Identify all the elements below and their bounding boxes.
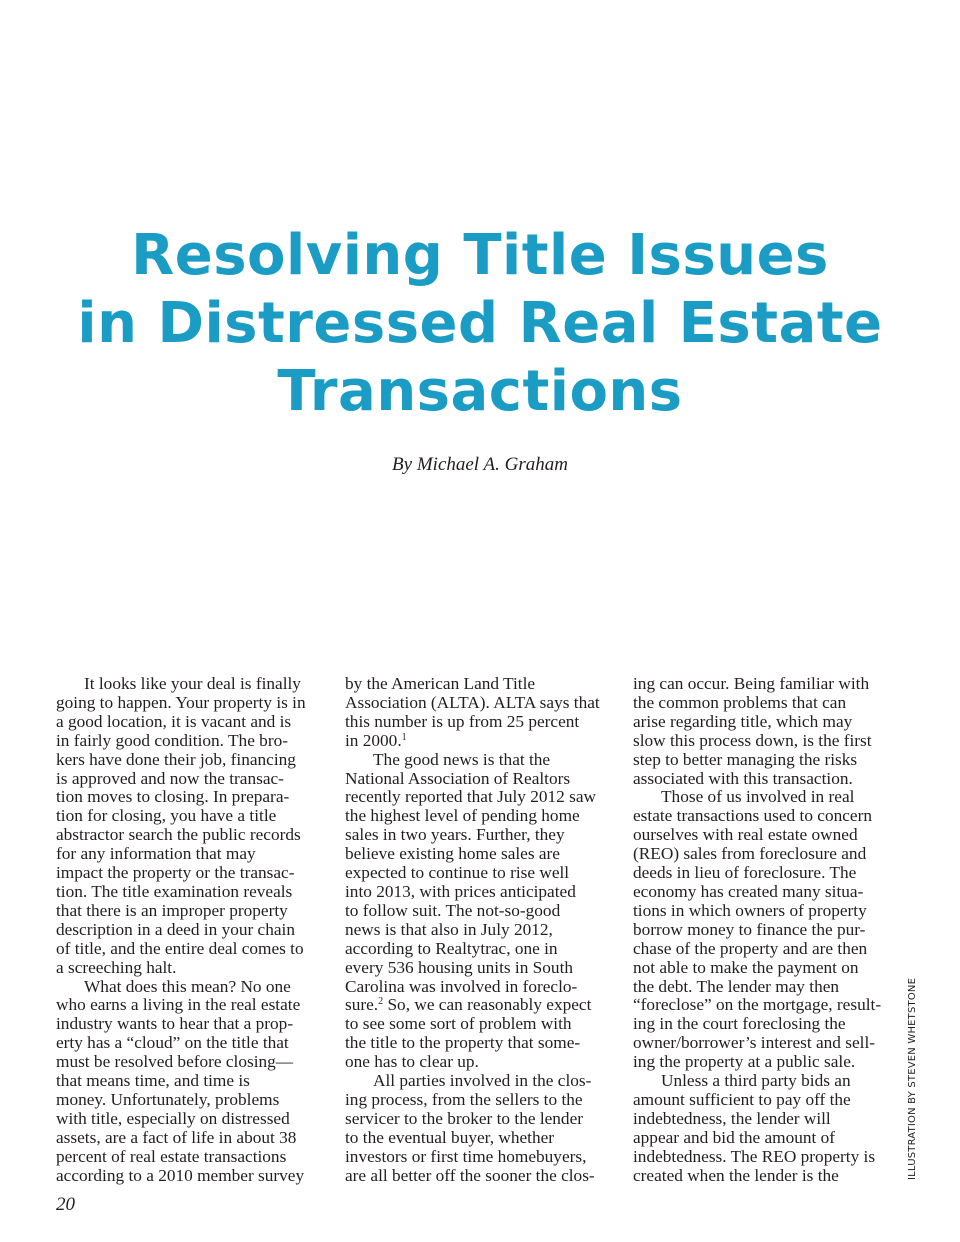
body-line-text: owner/borrower’s interest and sell- — [633, 1033, 876, 1053]
body-line-text: to see some sort of problem with — [345, 1014, 572, 1034]
body-line — [56, 1148, 330, 1167]
title-line-3: Transactions — [277, 359, 683, 424]
body-line-text: ing the property at a public sale. — [633, 1052, 856, 1072]
body-line-text: according to Realtytrac, one in — [345, 938, 558, 958]
body-line — [56, 770, 330, 789]
body-line — [633, 959, 907, 978]
body-line-text: amount sufficient to pay off the — [633, 1089, 851, 1109]
body-line — [56, 1072, 330, 1091]
body-line-text: expected to continue to rise well — [345, 863, 570, 883]
body-line-text: economy has created many situa- — [633, 881, 864, 901]
body-line-text: tions in which owners of property — [633, 900, 867, 920]
body-line — [633, 921, 907, 940]
body-line — [56, 996, 330, 1015]
body-line-text: ing can occur. Being familiar with — [633, 674, 870, 693]
body-line-text: created when the lender is the — [633, 1165, 839, 1185]
body-line — [56, 902, 330, 921]
body-line — [56, 921, 330, 940]
body-line-text: National Association of Realtors — [345, 768, 571, 788]
page-number: 20 — [56, 1194, 75, 1215]
body-line — [345, 996, 619, 1015]
body-line-text: that means time, and time is — [56, 1071, 250, 1091]
body-line-text: in 2000. — [345, 730, 402, 750]
body-line — [345, 1034, 619, 1053]
body-line — [345, 788, 619, 807]
body-line-text: the common problems that can — [633, 692, 847, 712]
body-line — [633, 788, 907, 807]
body-line — [345, 1148, 619, 1167]
body-line — [345, 1167, 619, 1186]
body-line — [345, 1072, 619, 1091]
body-line-text: to the eventual buyer, whether — [345, 1127, 555, 1147]
text-column-2 — [345, 675, 619, 1185]
body-line-text: the highest level of pending home — [345, 806, 580, 826]
body-line — [345, 978, 619, 997]
body-line — [56, 694, 330, 713]
body-line — [633, 826, 907, 845]
body-line — [345, 1091, 619, 1110]
body-line — [633, 1053, 907, 1072]
body-line-text: a screeching halt. — [56, 957, 177, 977]
body-line — [633, 940, 907, 959]
body-line-text: by the American Land Title — [345, 674, 536, 693]
body-line — [345, 675, 619, 694]
body-line — [345, 959, 619, 978]
body-line — [633, 1034, 907, 1053]
body-line-text: according to a 2010 member survey — [56, 1165, 305, 1185]
body-line-text: sure. — [345, 995, 379, 1015]
body-line — [56, 940, 330, 959]
body-line — [633, 675, 907, 694]
body-line — [633, 883, 907, 902]
body-line — [345, 902, 619, 921]
body-line-text: every 536 housing units in South — [345, 957, 574, 977]
body-line — [56, 713, 330, 732]
body-line-text: kers have done their job, financing — [56, 749, 296, 769]
body-line-text: this number is up from 25 percent — [345, 711, 580, 731]
body-line — [345, 694, 619, 713]
title-line-2: in Distressed Real Estate — [77, 291, 883, 356]
body-line-text: news is that also in July 2012, — [345, 919, 553, 939]
body-line — [633, 1148, 907, 1167]
body-line — [56, 1015, 330, 1034]
body-line — [345, 1129, 619, 1148]
body-line — [56, 1034, 330, 1053]
body-line — [345, 826, 619, 845]
body-line-text: that there is an improper property — [56, 900, 288, 920]
body-line-text: “foreclose” on the mortgage, result- — [633, 995, 882, 1015]
body-line-text: tion. The title examination reveals — [56, 881, 293, 901]
body-line — [633, 732, 907, 751]
byline: By Michael A. Graham — [392, 454, 568, 475]
body-line-text: appear and bid the amount of — [633, 1127, 836, 1147]
body-line — [56, 1129, 330, 1148]
text-column-1 — [56, 675, 330, 1185]
body-line-text: for any information that may — [56, 844, 256, 864]
body-line — [633, 770, 907, 789]
body-line-text: impact the property or the transac- — [56, 863, 295, 883]
body-line — [633, 1072, 907, 1091]
body-line-text: investors or first time homebuyers, — [345, 1146, 587, 1166]
body-line — [56, 751, 330, 770]
body-line-text: sales in two years. Further, they — [345, 825, 565, 845]
body-line-text: The good news is that the — [373, 749, 551, 769]
body-line — [345, 883, 619, 902]
body-line — [56, 807, 330, 826]
body-line — [633, 1110, 907, 1129]
body-line — [345, 713, 619, 732]
body-line — [633, 978, 907, 997]
body-line-text: of title, and the entire deal comes to — [56, 938, 304, 958]
body-line-text: going to happen. Your property is in — [56, 692, 306, 712]
body-line — [56, 864, 330, 883]
body-line — [345, 921, 619, 940]
body-line-text: ing in the court foreclosing the — [633, 1014, 846, 1034]
title-line-1: Resolving Title Issues — [131, 223, 829, 288]
body-line — [633, 1091, 907, 1110]
body-line-text: Unless a third party bids an — [661, 1071, 851, 1091]
body-line-text: indebtedness, the lender will — [633, 1108, 831, 1128]
illustration-credit: ILLUSTRATION BY STEVEN WHETSTONE — [907, 977, 918, 1180]
body-line-text: is approved and now the transac- — [56, 768, 284, 788]
body-line-text: All parties involved in the clos- — [373, 1071, 592, 1091]
body-line-text: with title, especially on distressed — [56, 1108, 290, 1128]
body-line — [56, 1091, 330, 1110]
body-line-text: not able to make the payment on — [633, 957, 859, 977]
body-line-text: are all better off the sooner the clos- — [345, 1165, 595, 1185]
body-line — [633, 694, 907, 713]
body-line-text: Carolina was involved in foreclo- — [345, 976, 578, 996]
body-line-text: associated with this transaction. — [633, 768, 853, 788]
body-line — [56, 788, 330, 807]
body-line — [345, 864, 619, 883]
body-line — [345, 1015, 619, 1034]
body-line — [633, 996, 907, 1015]
body-line-text: abstractor search the public records — [56, 825, 301, 845]
body-line-text: Those of us involved in real — [661, 787, 855, 807]
body-line — [633, 713, 907, 732]
body-line — [633, 845, 907, 864]
body-line-text: into 2013, with prices anticipated — [345, 881, 576, 901]
body-line — [345, 732, 619, 751]
body-line-text: the debt. The lender may then — [633, 976, 840, 996]
body-line — [633, 1129, 907, 1148]
body-line — [345, 845, 619, 864]
footnote-marker: 1 — [401, 731, 407, 743]
body-line — [56, 978, 330, 997]
body-line — [345, 1110, 619, 1129]
body-line-text: deeds in lieu of foreclosure. The — [633, 863, 857, 883]
body-line-text: the title to the property that some- — [345, 1033, 581, 1053]
body-line-text-continued: So, we can reasonably expect — [383, 995, 592, 1015]
body-line-text: one has to clear up. — [345, 1052, 479, 1072]
body-line-text: estate transactions used to concern — [633, 806, 872, 826]
body-line-text: What does this mean? No one — [84, 976, 291, 996]
body-line-text: step to better managing the risks — [633, 749, 858, 769]
body-line-text: (REO) sales from foreclosure and — [633, 844, 867, 864]
body-line — [345, 770, 619, 789]
article-title — [0, 222, 960, 426]
body-line-text: Association (ALTA). ALTA says that — [345, 692, 600, 712]
body-line-text: a good location, it is vacant and is — [56, 711, 292, 731]
body-line — [56, 732, 330, 751]
body-line-text: description in a deed in your chain — [56, 919, 295, 939]
body-line — [56, 959, 330, 978]
body-line-text: arise regarding title, which may — [633, 711, 853, 731]
body-line-text: recently reported that July 2012 saw — [345, 787, 596, 807]
body-line — [345, 751, 619, 770]
body-line — [633, 807, 907, 826]
body-line-text: believe existing home sales are — [345, 844, 560, 864]
body-line — [56, 883, 330, 902]
body-line — [633, 864, 907, 883]
body-line-text: borrow money to finance the pur- — [633, 919, 866, 939]
body-line-text: ourselves with real estate owned — [633, 825, 858, 845]
body-line-text: industry wants to hear that a prop- — [56, 1014, 294, 1034]
body-line-text: percent of real estate transactions — [56, 1146, 287, 1166]
body-line-text: who earns a living in the real estate — [56, 995, 301, 1015]
body-line-text: assets, are a fact of life in about 38 — [56, 1127, 297, 1147]
body-line-text: in fairly good condition. The bro- — [56, 730, 288, 750]
body-line — [345, 940, 619, 959]
body-line-text: tion for closing, you have a title — [56, 806, 277, 826]
body-line — [633, 751, 907, 770]
body-line — [56, 826, 330, 845]
body-line-text: erty has a “cloud” on the title that — [56, 1033, 289, 1053]
body-line — [345, 807, 619, 826]
body-line — [56, 1053, 330, 1072]
body-line-text: chase of the property and are then — [633, 938, 868, 958]
body-line — [633, 1015, 907, 1034]
body-line — [56, 1167, 330, 1186]
body-line-text: servicer to the broker to the lender — [345, 1108, 583, 1128]
body-line-text: money. Unfortunately, problems — [56, 1089, 280, 1109]
body-line — [633, 902, 907, 921]
body-line-text: It looks like your deal is finally — [84, 674, 301, 693]
body-line — [633, 1167, 907, 1186]
body-line-text: tion moves to closing. In prepara- — [56, 787, 290, 807]
body-line — [56, 675, 330, 694]
body-line-text: ing process, from the sellers to the — [345, 1089, 583, 1109]
body-line-text: slow this process down, is the first — [633, 730, 872, 750]
body-line-text: to follow suit. The not-so-good — [345, 900, 561, 920]
footnote-marker: 2 — [378, 996, 384, 1008]
body-line — [345, 1053, 619, 1072]
body-line-text: must be resolved before closing— — [56, 1052, 294, 1072]
body-line-text: indebtedness. The REO property is — [633, 1146, 876, 1166]
body-line — [56, 1110, 330, 1129]
body-line — [56, 845, 330, 864]
text-column-3 — [633, 675, 907, 1185]
